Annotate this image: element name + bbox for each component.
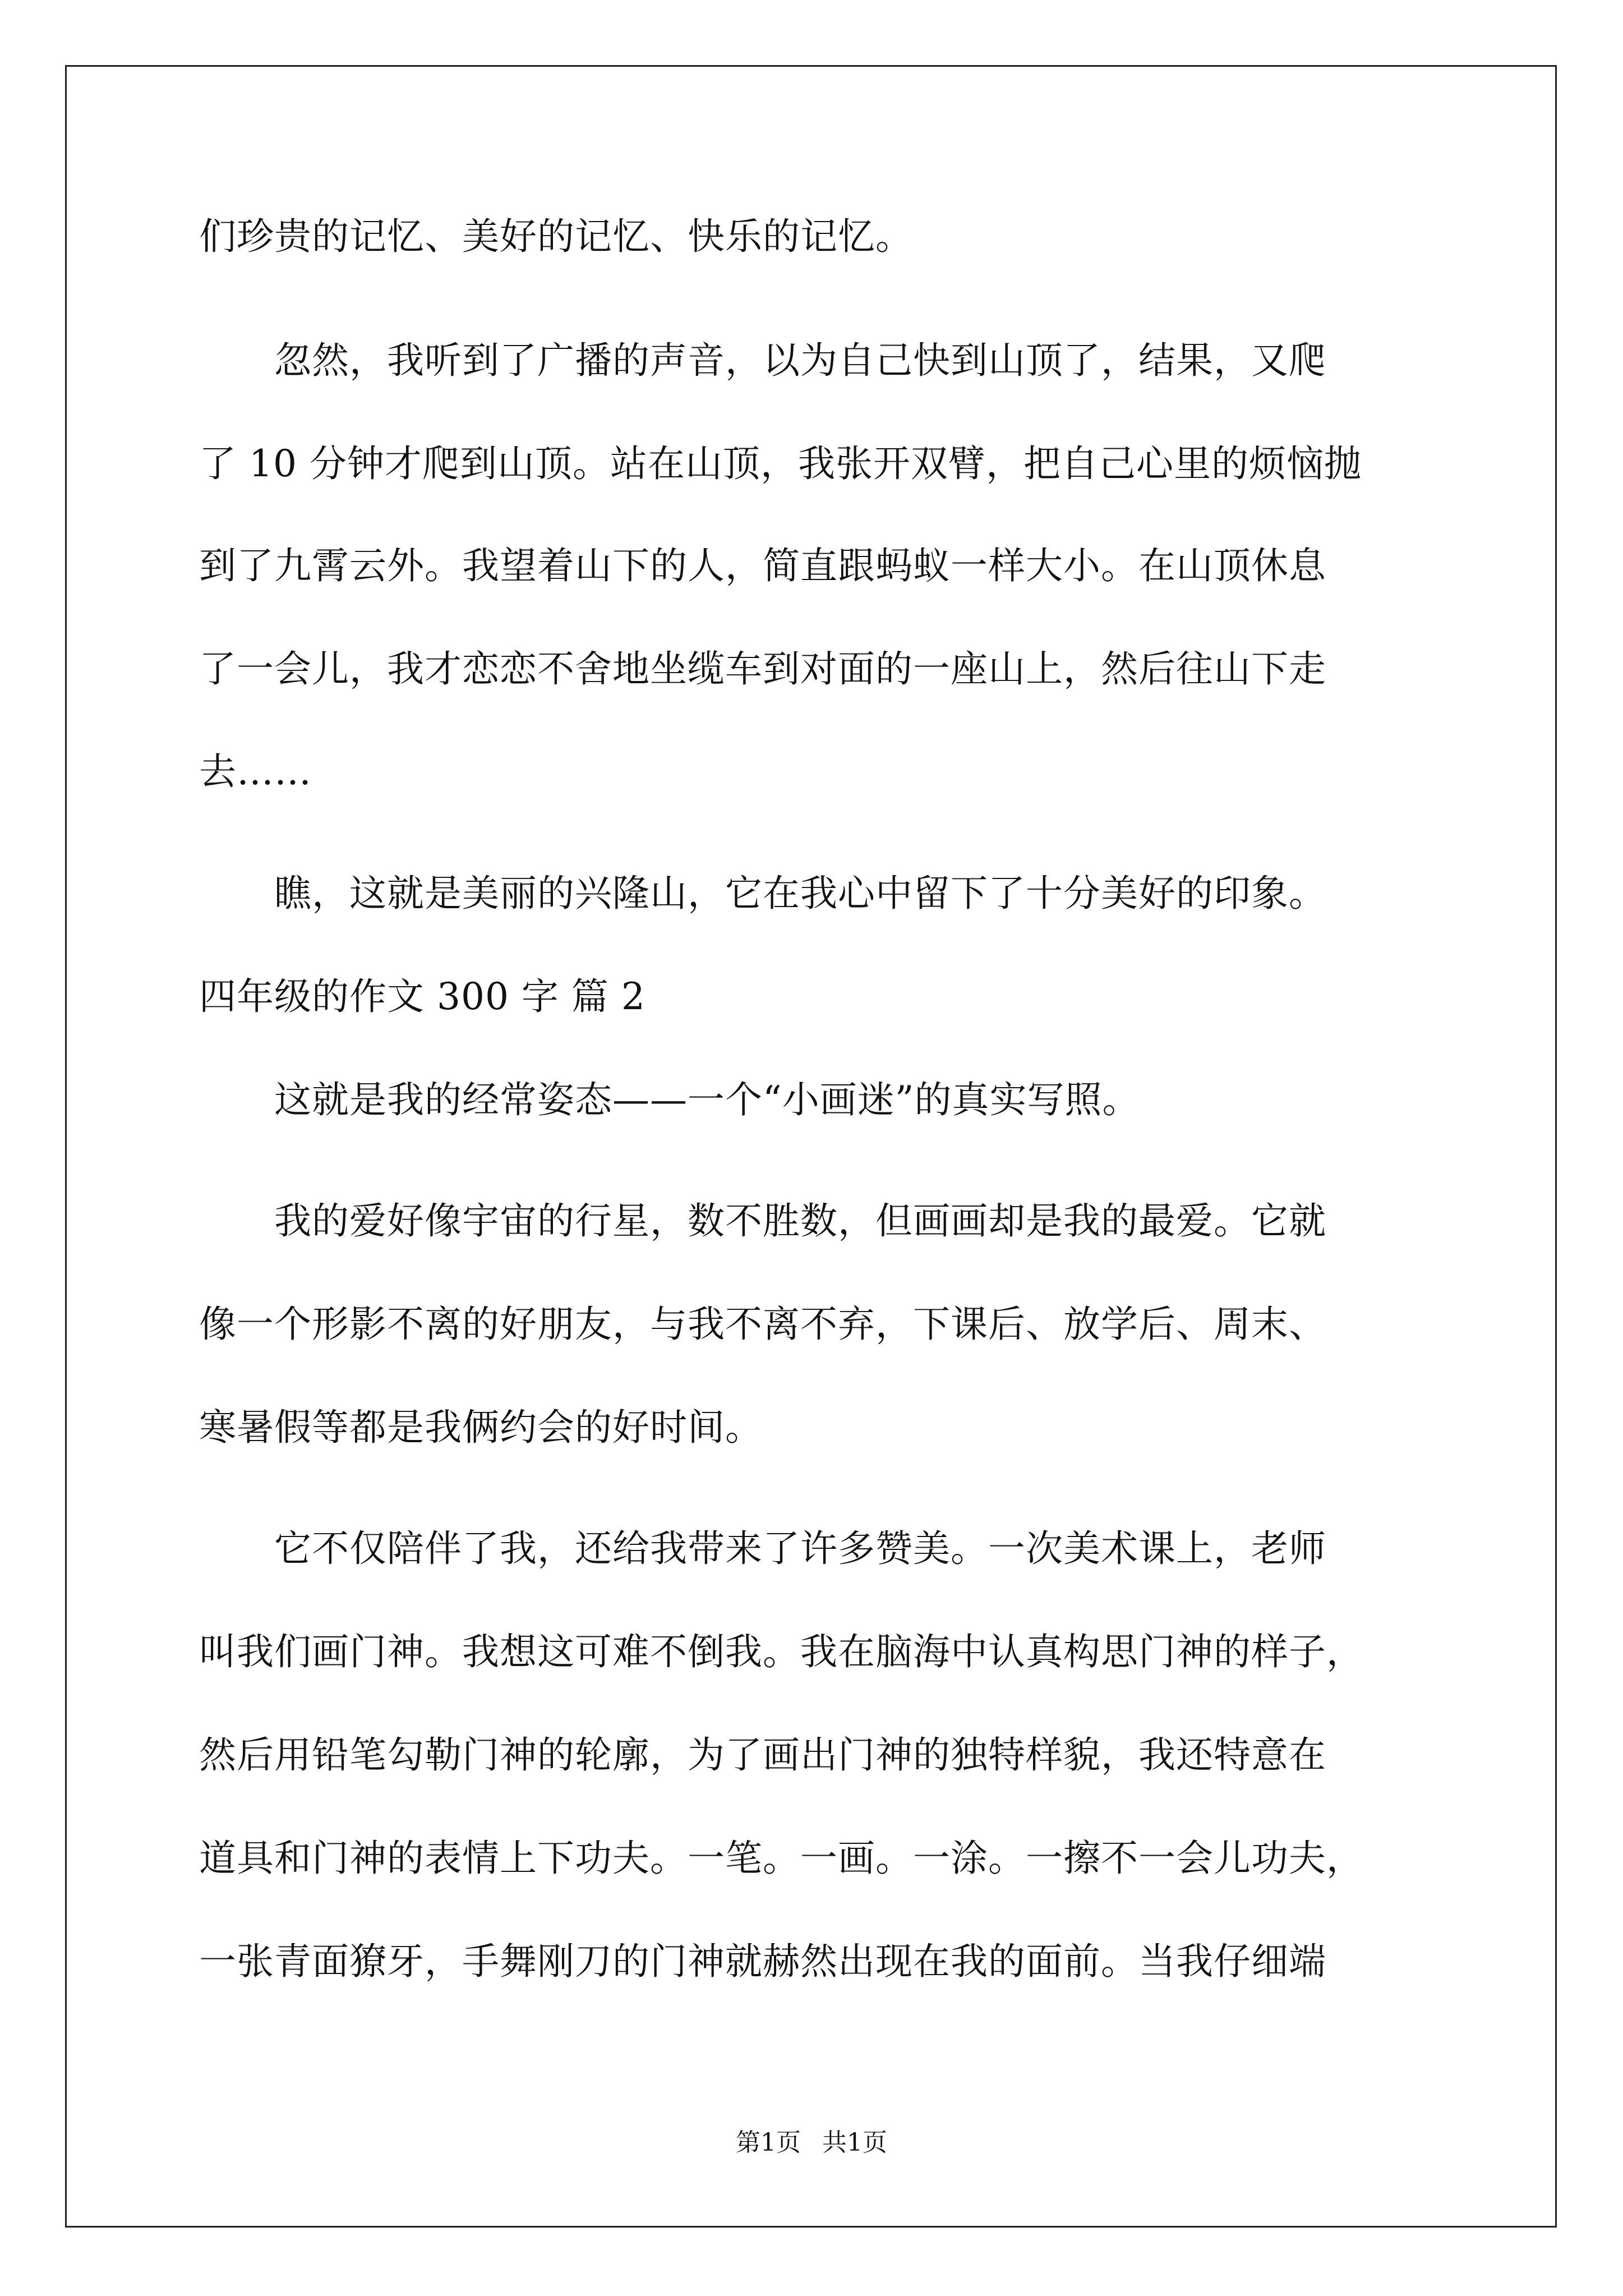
text-line: 这就是我的经常姿态——一个“小画迷”的真实写照。 [199,1078,1140,1121]
text-line: 们珍贵的记忆、美好的记忆、快乐的记忆。 [199,215,913,258]
text-line: 它不仅陪伴了我，还给我带来了许多赞美。一次美术课上，老师 [199,1527,1326,1570]
section-heading: 四年级的作文 300 字 篇 2 [199,975,645,1018]
page-number: 第1页 [736,2128,801,2157]
text-line: 了 10 分钟才爬到山顶。站在山顶，我张开双臂，把自己心里的烦恼抛 [199,442,1362,485]
text-line: 忽然，我听到了广播的声音，以为自己快到山顶了，结果，又爬 [199,339,1326,382]
text-line: 去…… [199,750,312,793]
page-border [65,65,1557,2228]
text-line: 叫我们画门神。我想这可难不倒我。我在脑海中认真构思门神的样子， [199,1630,1364,1673]
text-line: 瞧，这就是美丽的兴隆山，它在我心中留下了十分美好的印象。 [199,872,1326,915]
text-line: 一张青面獠牙，手舞刚刀的门神就赫然出现在我的面前。当我仔细端 [199,1940,1326,1983]
text-line: 到了九霄云外。我望着山下的人，简直跟蚂蚁一样大小。在山顶休息 [199,544,1326,587]
page-count: 共1页 [822,2128,887,2157]
text-line: 然后用铅笔勾勒门神的轮廓，为了画出门神的独特样貌，我还特意在 [199,1733,1326,1777]
text-line: 像一个形影不离的好朋友，与我不离不弃，下课后、放学后、周末、 [199,1303,1326,1346]
page-footer [0,2127,1623,2159]
text-line: 了一会儿，我才恋恋不舍地坐缆车到对面的一座山上，然后往山下走 [199,647,1326,691]
text-line: 我的爱好像宇宙的行星，数不胜数，但画画却是我的最爱。它就 [199,1199,1326,1243]
text-line: 寒暑假等都是我俩约会的好时间。 [199,1406,763,1449]
text-line: 道具和门神的表情上下功夫。一笔。一画。一涂。一擦不一会儿功夫， [199,1837,1364,1880]
